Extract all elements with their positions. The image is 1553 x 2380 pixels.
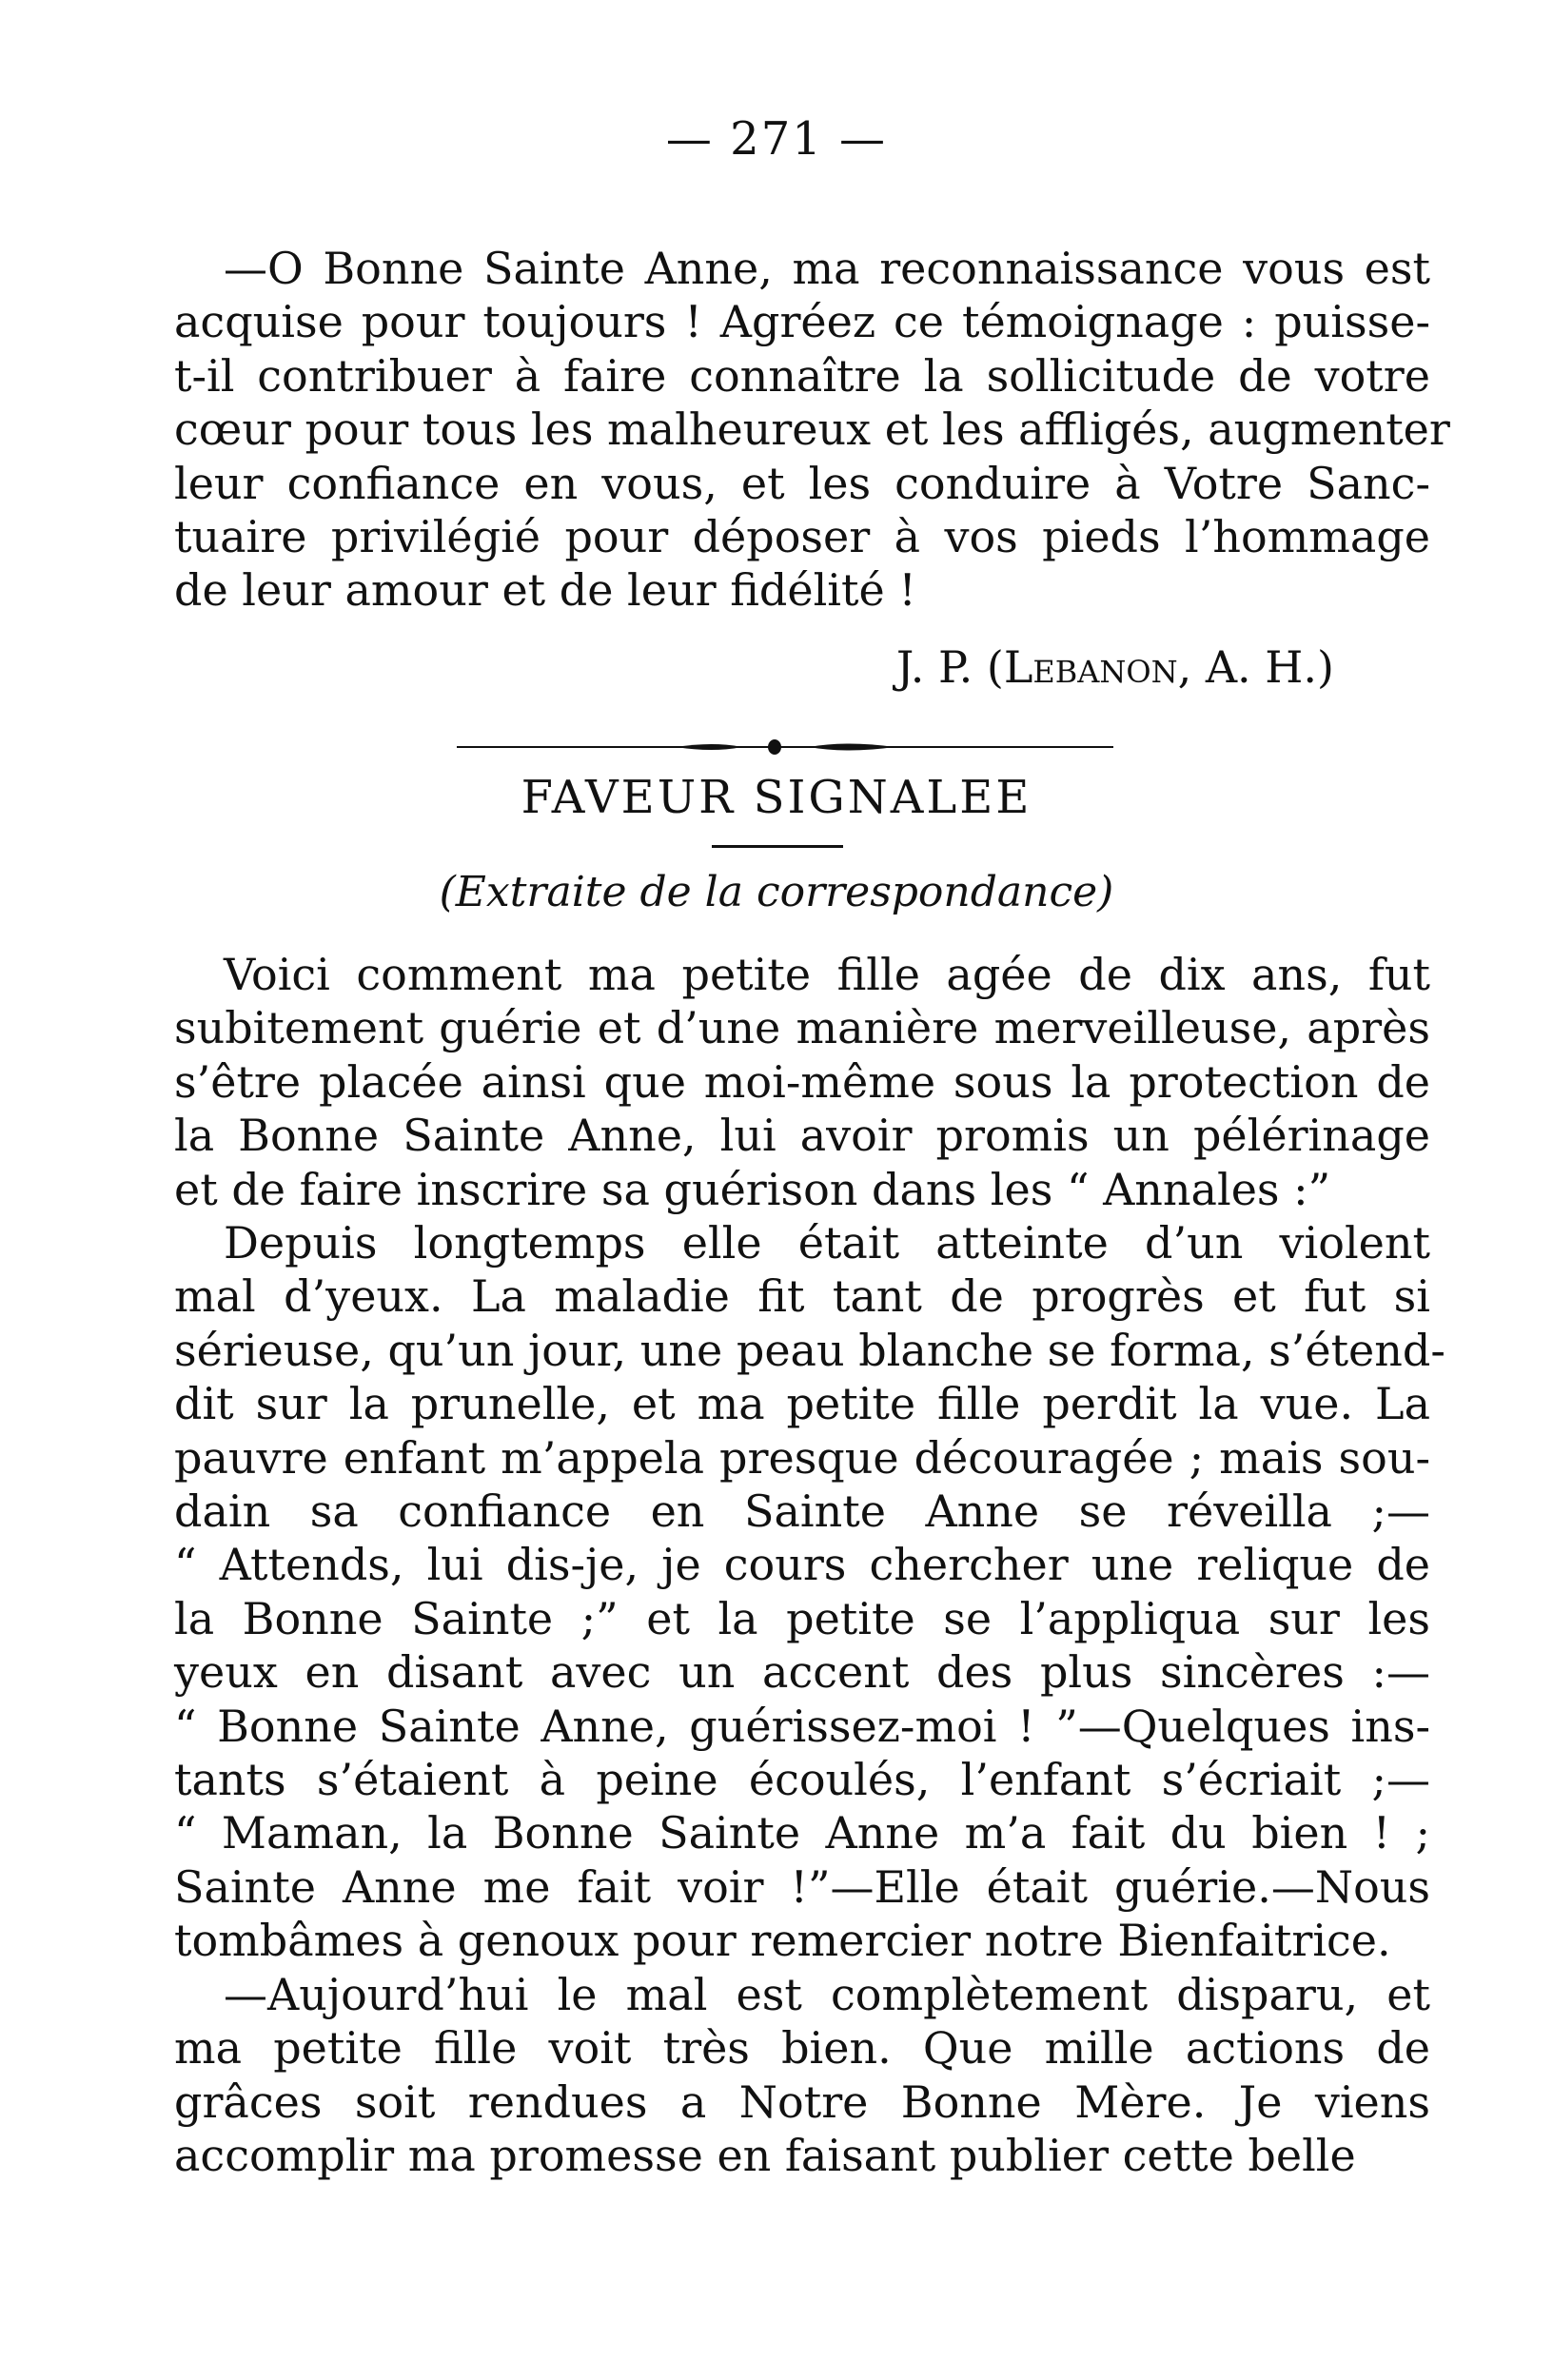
text-line: yeux en disant avec un accent des plus sincères :— bbox=[174, 1646, 1430, 1699]
text-line: tants s’étaient à peine écoulés, l’enfant s’écriait ;— bbox=[174, 1754, 1430, 1806]
article-title: FAVEUR SIGNALEE bbox=[521, 771, 1032, 824]
page-number: — 271 — bbox=[665, 112, 888, 166]
text-line: accomplir ma promesse en faisant publier cette belle bbox=[174, 2130, 1356, 2182]
text-line: cœur pour tous les malheureux et les affligés, augmenter bbox=[174, 403, 1450, 456]
text-line: “ Bonne Sainte Anne, guérissez-moi ! ”—Quelques ins- bbox=[174, 1700, 1430, 1752]
text-line: la Bonne Sainte ;” et la petite se l’appliqua sur les bbox=[174, 1592, 1430, 1644]
text-line: mal d’yeux. La maladie fit tant de progrès et fut si bbox=[174, 1270, 1430, 1323]
text-line: tombâmes à genoux pour remercier notre Bienfaitrice. bbox=[174, 1915, 1391, 1967]
signature-initials: J. P. bbox=[895, 641, 973, 693]
text-line: ma petite fille voit très bien. Que mille actions de bbox=[174, 2022, 1430, 2075]
closing-paragraph bbox=[174, 242, 1450, 618]
signature: J. P. (Lebanon, A. H.) bbox=[895, 641, 1334, 693]
text-line: pauvre enfant m’appela presque découragée ; mais sou- bbox=[174, 1431, 1430, 1484]
text-line: dit sur la prunelle, et ma petite fille perdit la vue. La bbox=[174, 1378, 1430, 1430]
text-line: “ Maman, la Bonne Sainte Anne m’a fait du bien ! ; bbox=[174, 1807, 1430, 1859]
text-line: dain sa confiance en Sainte Anne se réveilla ;— bbox=[174, 1485, 1430, 1538]
text-line: Depuis longtemps elle était atteinte d’un violent bbox=[224, 1217, 1430, 1269]
text-line: Voici comment ma petite fille agée de dix ans, fut bbox=[224, 949, 1430, 1000]
text-line: sérieuse, qu’un jour, une peau blanche se forma, s’étend- bbox=[174, 1324, 1445, 1376]
text-line: tuaire privilégié pour déposer à vos pieds l’hommage bbox=[174, 511, 1430, 563]
ornamental-divider bbox=[457, 736, 1113, 758]
text-line: t-il contribuer à faire connaître la sollicitude de votre bbox=[174, 349, 1430, 402]
text-line: de leur amour et de leur fidélité ! bbox=[174, 564, 916, 617]
article-paragraph-3 bbox=[174, 1968, 1430, 2183]
text-line: —Aujourd’hui le mal est complètement disparu, et bbox=[224, 1969, 1430, 2020]
article-paragraph-1 bbox=[174, 948, 1430, 1216]
text-line: la Bonne Sainte Anne, lui avoir promis un pélérinage bbox=[174, 1110, 1430, 1162]
text-line: “ Attends, lui dis-je, je cours chercher une relique de bbox=[174, 1539, 1430, 1591]
text-line: leur confiance en vous, et les conduire à Votre Sanc- bbox=[174, 457, 1430, 509]
signature-place: Lebanon, A. H. bbox=[1003, 641, 1318, 693]
text-line: subitement guérie et d’une manière merveilleuse, après bbox=[174, 1002, 1430, 1054]
article-subtitle: (Extraite de la correspondance) bbox=[439, 868, 1114, 916]
text-line: Sainte Anne me fait voir !”—Elle était guérie.—Nous bbox=[174, 1860, 1430, 1913]
text-line: acquise pour toujours ! Agréez ce témoignage : puisse- bbox=[174, 296, 1430, 348]
article-paragraph-2 bbox=[174, 1216, 1445, 1968]
text-line: et de faire inscrire sa guérison dans les “ Annales :” bbox=[174, 1163, 1331, 1215]
title-rule bbox=[712, 845, 843, 848]
text-line: grâces soit rendues a Notre Bonne Mère. Je viens bbox=[174, 2075, 1430, 2128]
text-line: —O Bonne Sainte Anne, ma reconnaissance vous est bbox=[224, 243, 1430, 294]
text-line: s’être placée ainsi que moi-même sous la protection de bbox=[174, 1055, 1430, 1108]
